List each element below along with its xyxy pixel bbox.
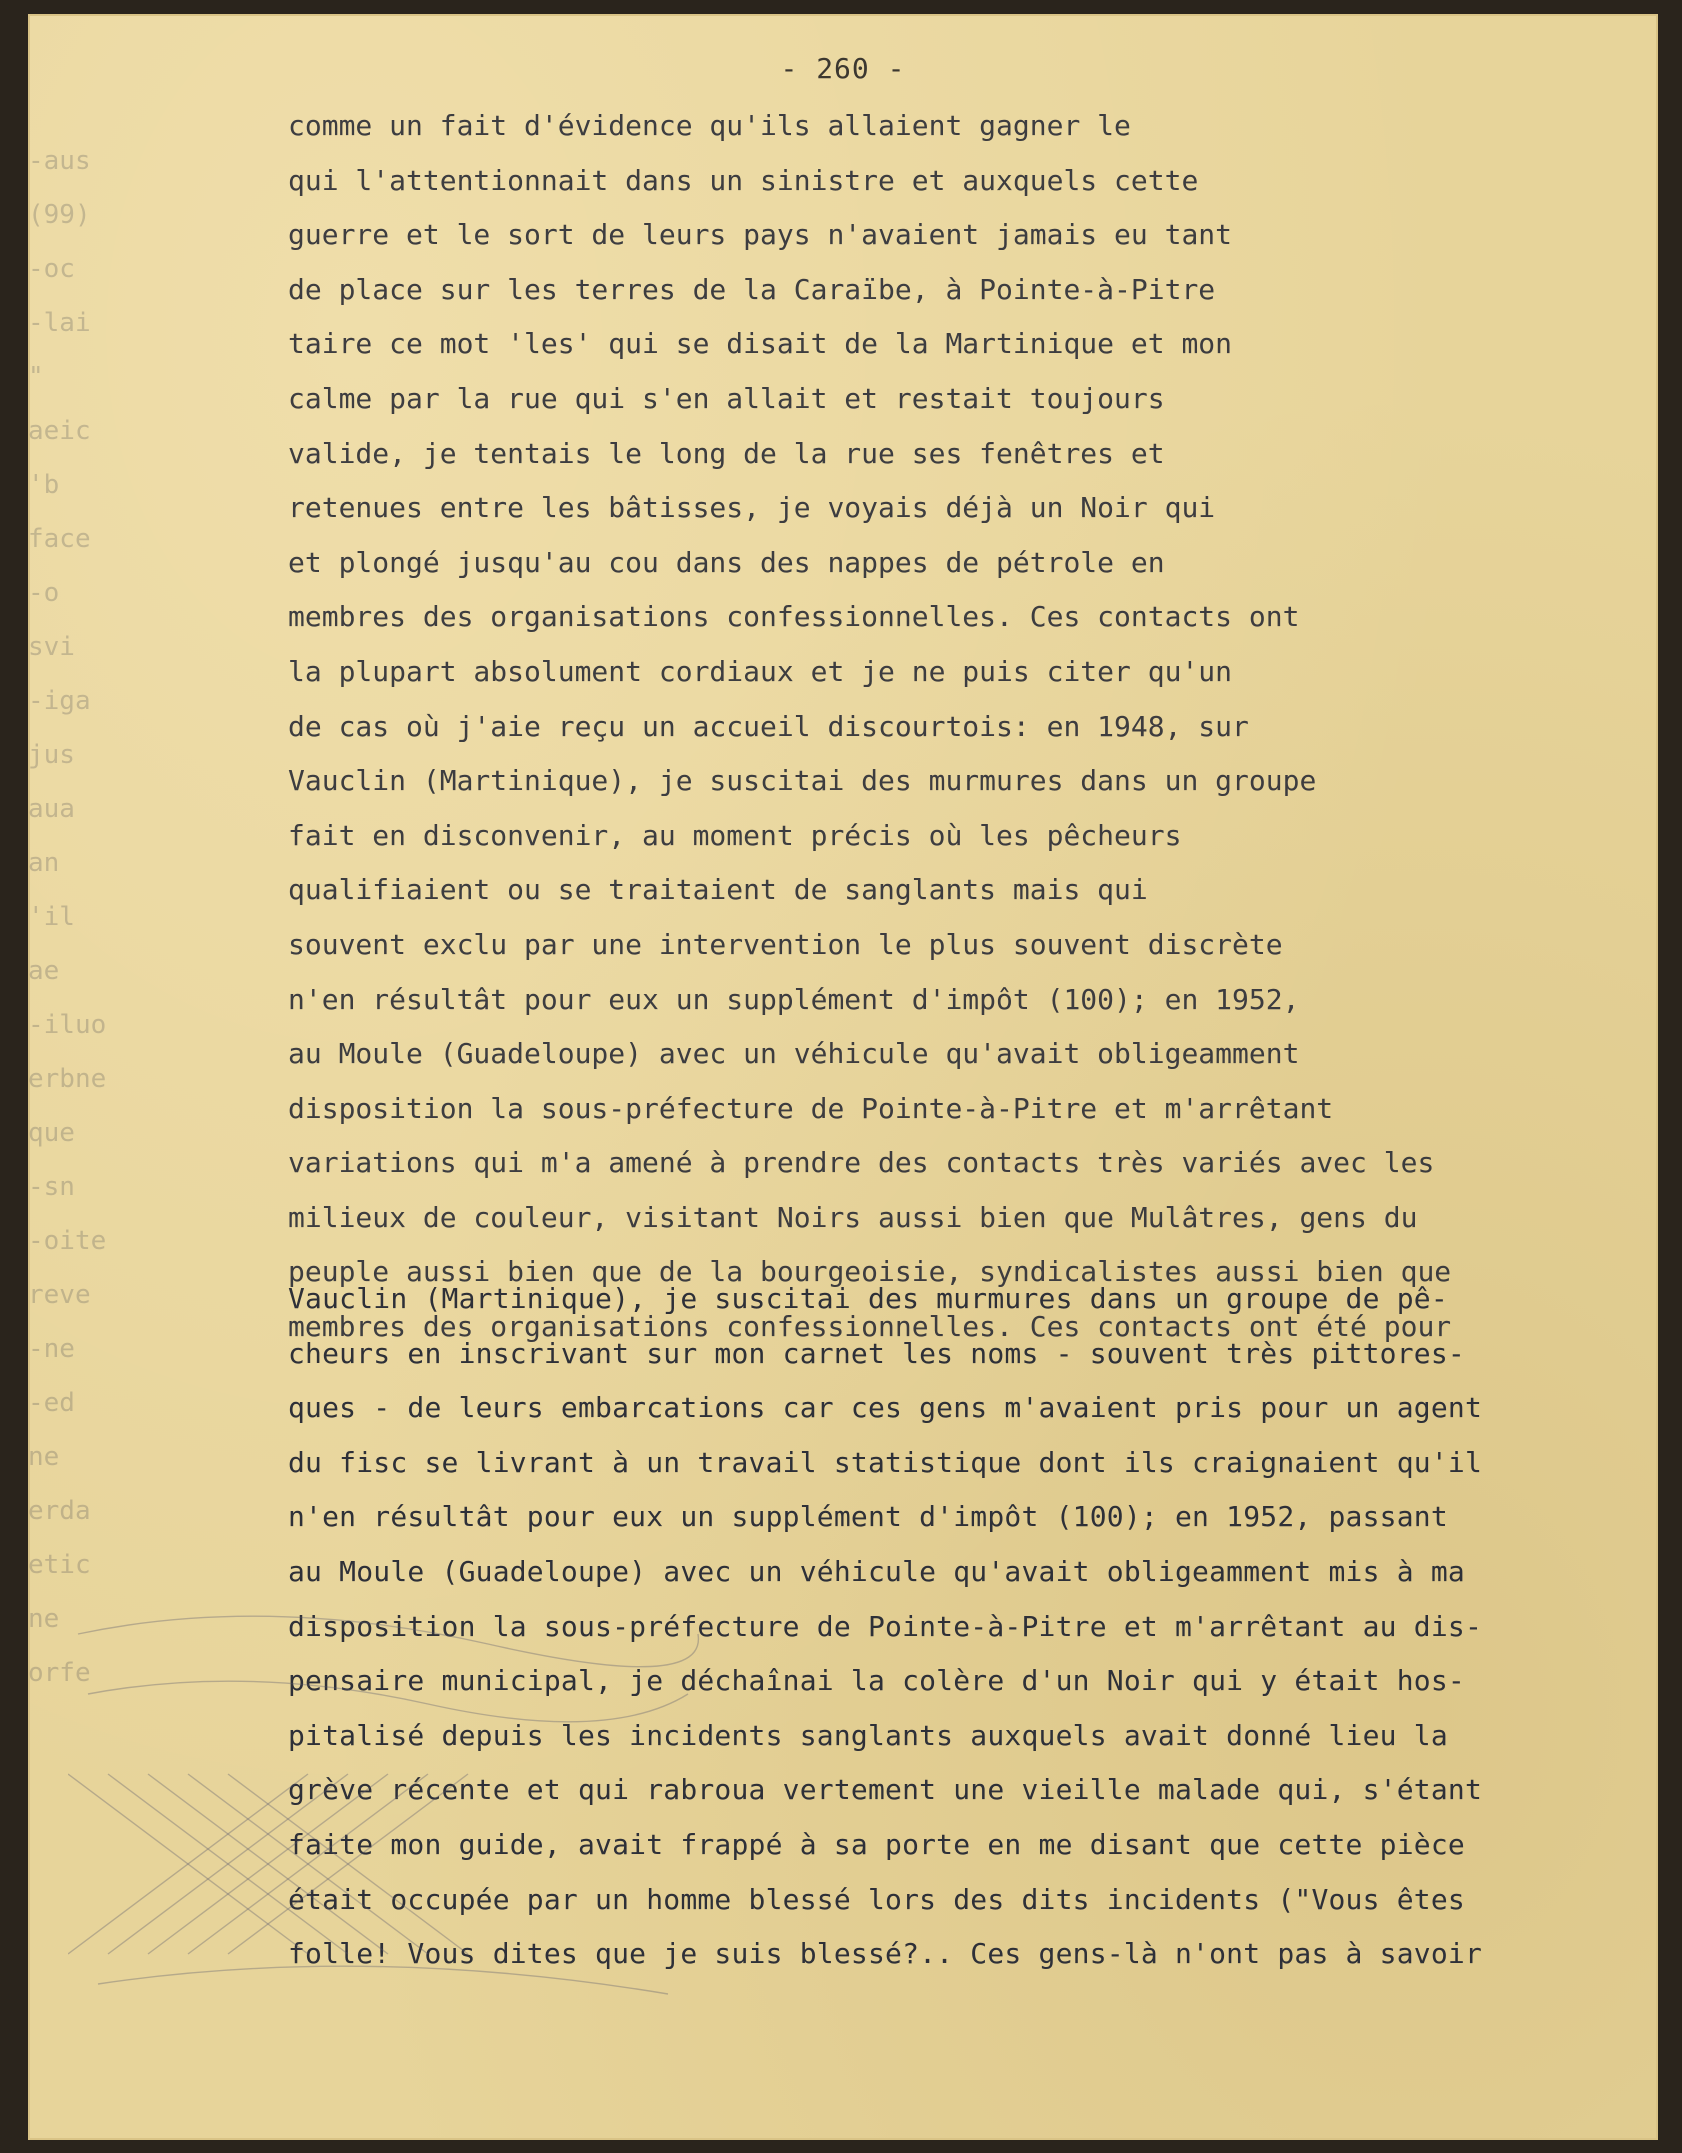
text-layer: qualifiaient ou se traitaient de sanglants mais qui (288, 873, 1148, 907)
text-line: folle! Vous dites que je suis blessé?.. Ces gens-là n'ont pas à savoir (288, 1937, 1483, 1971)
text-line: grève récente et qui rabroua vertement une vieille malade qui, s'étant (288, 1773, 1483, 1807)
text-line: au Moule (Guadeloupe) avec un véhicule qu'avait obligeamment mis à ma (288, 1554, 1465, 1588)
text-line (288, 819, 1658, 874)
text-line (288, 710, 1658, 765)
text-line (288, 1092, 1658, 1147)
text-line (288, 327, 1658, 382)
text-line (288, 1037, 1658, 1092)
text-layer: comme un fait d'évidence qu'ils allaient gagner le (288, 109, 1131, 142)
text-layer: calme par la rue qui s'en allait et restait toujours (288, 381, 1165, 415)
text-line (288, 1146, 1658, 1201)
text-layer: taire ce mot 'les' qui se disait de la Martinique et mon (288, 327, 1233, 361)
text-layer: disposition la sous-préfecture de Pointe-à-Pitre et m'arrêtant (288, 1091, 1334, 1125)
text-line (288, 109, 1658, 164)
text-line: Vauclin (Martinique), je suscitai des murmures dans un groupe de pê- (288, 1282, 1448, 1315)
text-layer: membres des organisations confessionnelles. Ces contacts ont (288, 600, 1300, 634)
text-layer: membres des organisations confessionnelles. Ces contacts ont été pour (288, 1310, 1452, 1344)
pencil-stroke (78, 1616, 698, 1667)
text-layer: retenues entre les bâtisses, je voyais déjà un Noir qui (288, 491, 1216, 525)
pencil-stroke (88, 1681, 688, 1722)
text-line (288, 928, 1658, 983)
text-line: du fisc se livrant à un travail statistique dont ils craignaient qu'il (288, 1445, 1483, 1479)
text-line (288, 655, 1658, 710)
pencil-scribble-graphic (68, 1574, 708, 2014)
bleed-through-margin: -aus (99) -oc -lai " aeic 'b face -o svi -iga jus aua an 'il ae -iluo erbne que -sn -oite reve -ne -ed ne erda etic ne orfe (28, 146, 107, 1688)
text-layer: valide, je tentais le long de la rue ses fenêtres et (288, 436, 1165, 470)
text-line (288, 273, 1658, 328)
text-line (288, 600, 1658, 655)
text-line: pensaire municipal, je déchaînai la colère d'un Noir qui y était hos- (288, 1664, 1465, 1698)
text-line: était occupée par un homme blessé lors des dits incidents ("Vous êtes (288, 1882, 1465, 1916)
page-number: - 260 - (780, 52, 906, 85)
text-layer: n'en résultât pour eux un supplément d'impôt (100); en 1952, (288, 982, 1300, 1016)
text-line: pitalisé depuis les incidents sanglants auxquels avait donné lieu la (288, 1718, 1448, 1752)
text-line (288, 382, 1658, 437)
text-layer: et plongé jusqu'au cou dans des nappes de pétrole en (288, 545, 1165, 579)
text-line: faite mon guide, avait frappé à sa porte en me disant que cette pièce (288, 1827, 1465, 1861)
text-line (288, 164, 1658, 219)
text-line (288, 983, 1658, 1038)
text-line (288, 764, 1658, 819)
text-layer: variations qui m'a amené à prendre des contacts très variés avec les (288, 1146, 1435, 1180)
text-line: ques - de leurs embarcations car ces gens m'avaient pris pour un agent (288, 1391, 1483, 1425)
text-layer: de cas où j'aie reçu un accueil discourtois: en 1948, sur (288, 709, 1249, 743)
text-layer: au Moule (Guadeloupe) avec un véhicule qu'avait obligeamment (288, 1037, 1300, 1071)
text-line (288, 437, 1658, 492)
text-layer: souvent exclu par une intervention le plus souvent discrète (288, 927, 1283, 961)
text-layer: peuple aussi bien que de la bourgeoisie, syndicalistes aussi bien que (288, 1255, 1452, 1289)
text-line (288, 218, 1658, 273)
text-layer: Vauclin (Martinique), je suscitai des murmures dans un groupe (288, 764, 1317, 798)
text-line: n'en résultât pour eux un supplément d'impôt (100); en 1952, passant (288, 1500, 1448, 1534)
text-line: disposition la sous-préfecture de Pointe-à-Pitre et m'arrêtant au dis- (288, 1609, 1483, 1643)
text-layer: qui l'attentionnait dans un sinistre et auxquels cette (288, 163, 1199, 197)
text-line (288, 873, 1658, 928)
text-line (288, 1201, 1658, 1256)
overstruck-text-block (288, 109, 1658, 1365)
text-line (288, 491, 1658, 546)
text-layer: la plupart absolument cordiaux et je ne puis citer qu'un (288, 654, 1233, 688)
text-layer: guerre et le sort de leurs pays n'avaient jamais eu tant (288, 218, 1233, 252)
text-layer: fait en disconvenir, au moment précis où les pêcheurs (288, 818, 1182, 852)
pencil-stroke (98, 1966, 668, 1994)
text-layer: de place sur les terres de la Caraïbe, à Pointe-à-Pitre (288, 272, 1216, 306)
text-line: cheurs en inscrivant sur mon carnet les noms - souvent très pittores- (288, 1336, 1465, 1370)
text-line (288, 546, 1658, 601)
document-page (28, 14, 1658, 2140)
text-layer: milieux de couleur, visitant Noirs aussi bien que Mulâtres, gens du (288, 1200, 1418, 1234)
